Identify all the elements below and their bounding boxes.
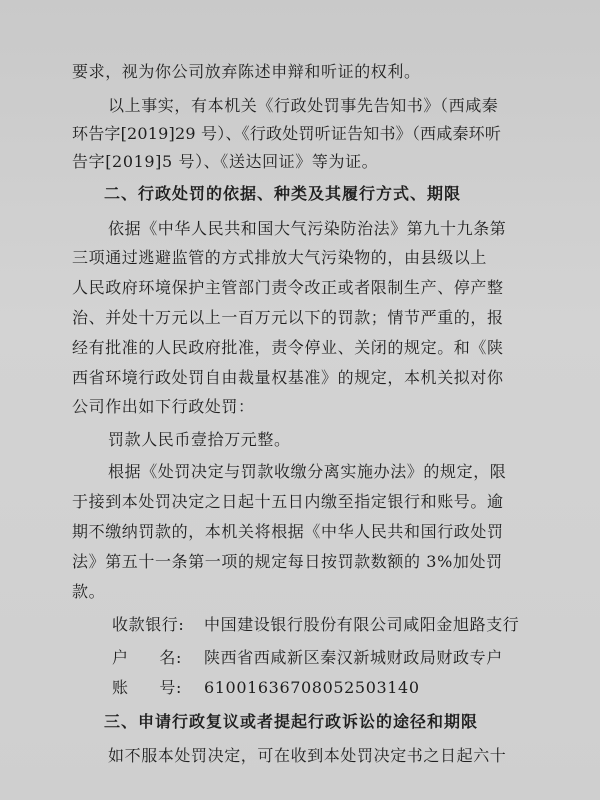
account-number-value: 61001636708052503140 xyxy=(204,678,420,697)
text-line: 法》第五十一条第一项的规定每日按罚款数额的 3%加处罚 xyxy=(72,552,503,571)
text-line: 公司作出如下行政处罚： xyxy=(72,397,255,416)
bank-name-label: 收款银行: xyxy=(112,615,185,634)
text-line: 人民政府环境保护主管部门责令改正或者限制生产、停产整 xyxy=(72,278,504,297)
text-line: 治、并处十万元以上一百万元以下的罚款；情节严重的，报 xyxy=(72,308,504,327)
bank-name-value: 中国建设银行股份有限公司咸阳金旭路支行 xyxy=(204,615,520,634)
text-line: 罚款人民币壹拾万元整。 xyxy=(108,430,291,449)
text-line: 西省环境行政处罚自由裁量权基准》的规定，本机关拟对你 xyxy=(72,368,504,387)
account-holder-label-b: 名: xyxy=(159,648,182,667)
text-line: 经有批准的人民政府批准，责令停业、关闭的规定。和《陕 xyxy=(72,338,504,357)
account-number-label-b: 号: xyxy=(159,678,182,697)
text-line: 款。 xyxy=(72,582,106,601)
account-holder-value: 陕西省西咸新区秦汉新城财政局财政专户 xyxy=(204,648,503,667)
text-line: 告字[2019]5 号）、《送达回证》等为证。 xyxy=(72,152,379,171)
text-line: 三项通过逃避监管的方式排放大气污染物的，由县级以上 xyxy=(72,248,488,267)
account-holder-label-a: 户 xyxy=(112,648,129,667)
account-number-label-a: 账 xyxy=(112,678,129,697)
section-heading: 三、申请行政复议或者提起行政诉讼的途径和期限 xyxy=(104,712,479,731)
text-line: 如不服本处罚决定，可在收到本处罚决定书之日起六十 xyxy=(108,746,507,765)
section-heading: 二、行政处罚的依据、种类及其履行方式、期限 xyxy=(104,184,462,203)
text-line: 以上事实，有本机关《行政处罚事先告知书》（西咸秦 xyxy=(108,96,499,115)
text-line: 于接到本处罚决定之日起十五日内缴至指定银行和账号。逾 xyxy=(72,492,504,511)
text-line: 根据《处罚决定与罚款收缴分离实施办法》的规定，限 xyxy=(108,462,507,481)
text-line: 期不缴纳罚款的，本机关将根据《中华人民共和国行政处罚 xyxy=(72,522,504,541)
account-holder-row xyxy=(112,648,503,668)
account-number-row xyxy=(112,678,420,698)
text-line: 要求，视为你公司放弃陈述申辩和听证的权利。 xyxy=(72,62,421,81)
text-line: 环告字[2019]29 号）、《行政处罚听证告知书》（西咸秦环听 xyxy=(72,124,502,143)
bank-name-row xyxy=(112,615,519,635)
text-line: 依据《中华人民共和国大气污染防治法》第九十九条第 xyxy=(108,219,507,238)
